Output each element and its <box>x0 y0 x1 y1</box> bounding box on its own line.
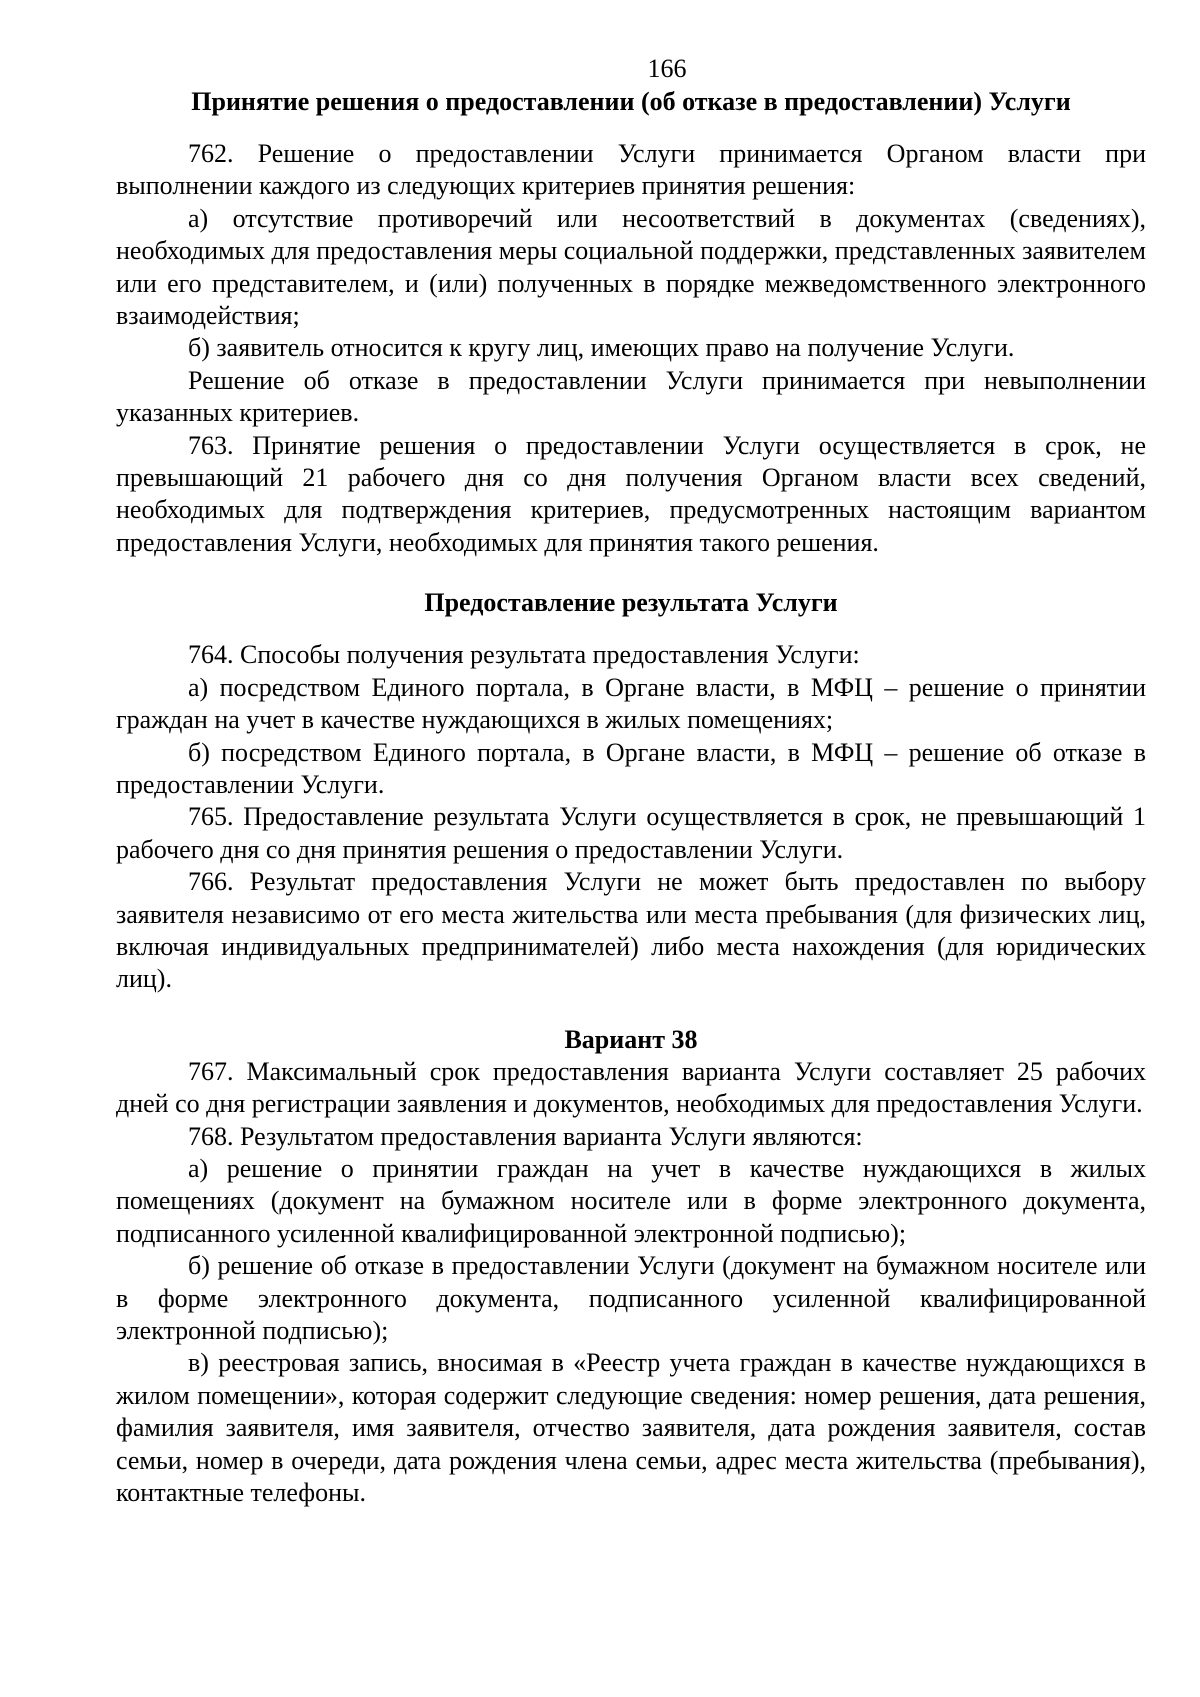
paragraph-764-a: а) посредством Единого портала, в Органе власти, в МФЦ – решение о принятии граждан на учет в качестве нуждающихся в жилых помещениях; <box>116 672 1146 735</box>
paragraph-762: 762. Решение о предоставлении Услуги принимается Органом власти при выполнении каждого из следующих критериев принятия решения: <box>116 139 1146 201</box>
paragraph-768-c: в) реестровая запись, вносимая в «Реестр учета граждан в качестве нуждающихся в жилом помещении», которая содержит следующие сведения: номер решения, дата решения, фамилия заявителя, имя заявителя, отчество заявителя, дата рождения заявителя, состав семьи, номер в очереди, дата рождения члена семьи, адрес места жительства (пребывания), контактные телефоны. <box>116 1348 1146 1508</box>
paragraph-768: 768. Результатом предоставления варианта Услуги являются: <box>188 1121 863 1151</box>
paragraph-766: 766. Результат предоставления Услуги не может быть предоставлен по выбору заявителя независимо от его места жительства или места пребывания (для физических лиц, включая индивидуальных предпринимателей) либо места нахождения (для юридических лиц). <box>116 867 1146 994</box>
paragraph-763: 763. Принятие решения о предоставлении Услуги осуществляется в срок, не превышающий 21 рабочего дня со дня получения Органом власти всех сведений, необходимых для подтверждения критериев, предусмотренных настоящим вариантом предоставления Услуги, необходимых для принятия такого решения. <box>116 430 1146 557</box>
section-heading-result: Предоставление результата Услуги <box>424 588 838 618</box>
paragraph-refusal-criteria: Решение об отказе в предоставлении Услуги принимается при невыполнении указанных критериев. <box>116 365 1146 428</box>
paragraph-768-a: а) решение о принятии граждан на учет в качестве нуждающихся в жилых помещениях (документ на бумажном носителе или в форме электронного документа, подписанного усиленной квалифицированной электронной подписью); <box>116 1153 1146 1248</box>
document-page <box>116 52 1146 1509</box>
paragraph-762-a: а) отсутствие противоречий или несоответствий в документах (сведениях), необходимых для предоставления меры социальной поддержки, представленных заявителем или его представителем, и (или) полученных в порядке межведомственного электронного взаимодействия; <box>116 203 1146 331</box>
paragraph-767: 767. Максимальный срок предоставления варианта Услуги составляет 25 рабочих дней со дня регистрации заявления и документов, необходимых для предоставления Услуги. <box>116 1056 1146 1119</box>
section-heading-decision: Принятие решения о предоставлении (об отказе в предоставлении) Услуги <box>191 87 1071 116</box>
paragraph-762-b: б) заявитель относится к кругу лиц, имеющих право на получение Услуги. <box>188 333 1015 363</box>
paragraph-764-b: б) посредством Единого портала, в Органе власти, в МФЦ – решение об отказе в предоставлении Услуги. <box>116 737 1146 799</box>
paragraph-764: 764. Способы получения результата предоставления Услуги: <box>188 640 860 670</box>
section-heading-variant: Вариант 38 <box>564 1024 698 1054</box>
paragraph-765: 765. Предоставление результата Услуги осуществляется в срок, не превышающий 1 рабочего дня со дня принятия решения о предоставлении Услуги. <box>116 802 1146 864</box>
page-number: 166 <box>647 54 687 83</box>
paragraph-768-b: б) решение об отказе в предоставлении Услуги (документ на бумажном носителе или в форме электронного документа, подписанного усиленной квалифицированной электронной подписью); <box>116 1251 1146 1345</box>
